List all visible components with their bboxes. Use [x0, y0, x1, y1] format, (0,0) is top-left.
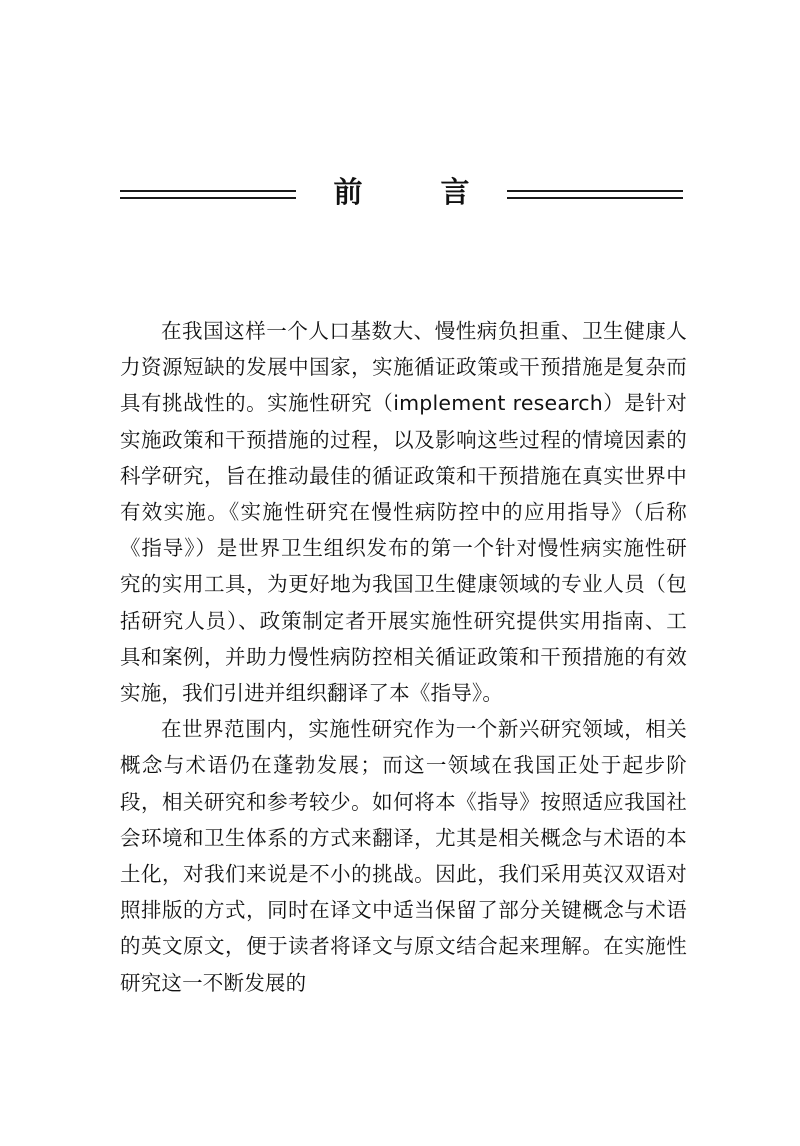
title-row: [120, 170, 683, 220]
body-text: [120, 313, 687, 1001]
title-rule-right: [507, 190, 683, 199]
paragraph-2: 在世界范围内，实施性研究作为一个新兴研究领域，相关概念与术语仍在蓬勃发展；而这一领域在我国正处于起步阶段，相关研究和参考较少。如何将本《指导》按照适应我国社会环境和卫生体系的方式来翻译，尤其是相关概念与术语的本土化，对我们来说是不小的挑战。因此，我们采用英汉双语对照排版的方式，同时在译文中适当保留了部分关键概念与术语的英文原文，便于读者将译文与原文结合起来理解。在实施性研究这一不断发展的: [120, 717, 687, 995]
page-title: 前 言: [333, 175, 504, 209]
paragraph-1: 在我国这样一个人口基数大、慢性病负担重、卫生健康人力资源短缺的发展中国家，实施循证政策或干预措施是复杂而具有挑战性的。实施性研究（implement research）是针对实施政策和干预措施的过程，以及影响这些过程的情境因素的科学研究，旨在推动最佳的循证政策和干预措施在真实世界中有效实施。《实施性研究在慢性病防控中的应用指导》（后称《指导》）是世界卫生组织发布的第一个针对慢性病实施性研究的实用工具，为更好地为我国卫生健康领域的专业人员（包括研究人员）、政策制定者开展实施性研究提供实用指南、工具和案例，并助力慢性病防控相关循证政策和干预措施的有效实施，我们引进并组织翻译了本《指导》。: [120, 319, 687, 706]
